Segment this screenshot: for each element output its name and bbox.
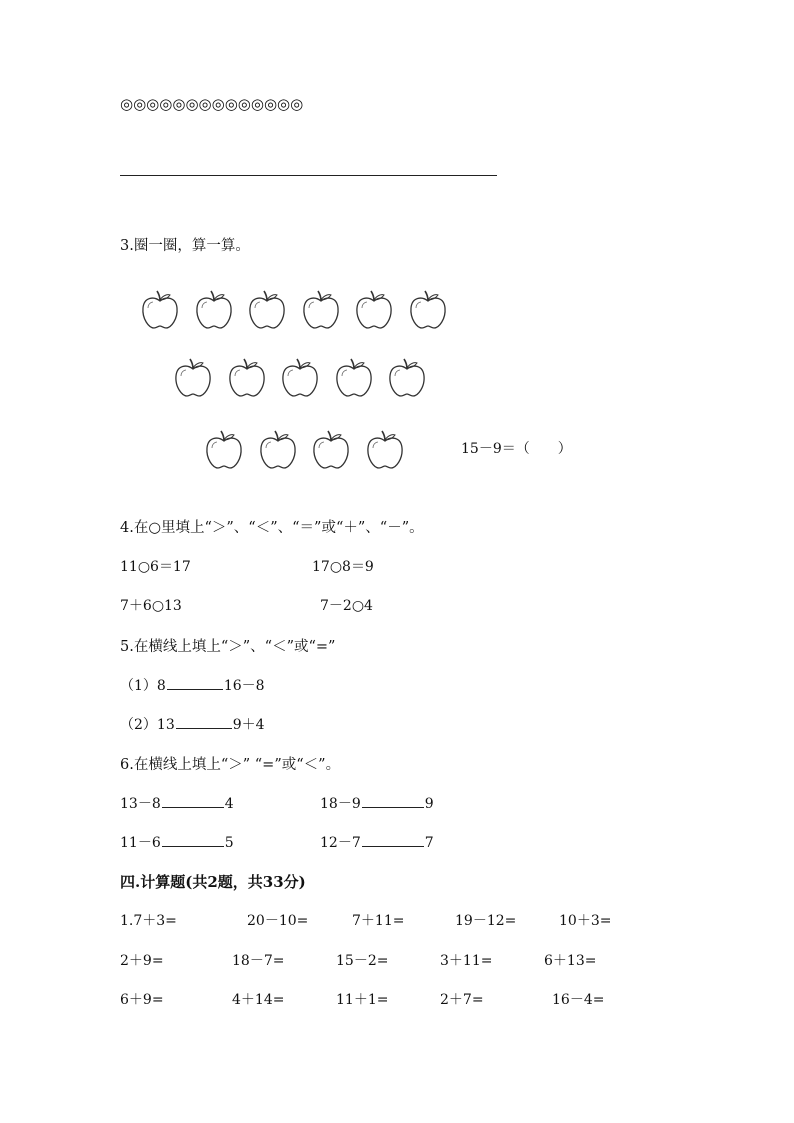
q6-item-1	[120, 793, 234, 813]
apple-icon	[194, 288, 234, 332]
q6-item-2-left: 18－9	[320, 796, 361, 812]
q5-item-1-blank[interactable]	[167, 675, 223, 690]
calc-r3-c4: 2＋7=	[440, 992, 484, 1008]
calc-r2-c4: 3＋11=	[440, 953, 493, 969]
q4-title: 4.在○里填上“＞”、“＜”、“＝”或“＋”、“－”。	[120, 520, 424, 536]
answer-line[interactable]	[120, 175, 497, 176]
calc-r2-c3: 15－2=	[336, 953, 389, 969]
calc-r1-c5: 10＋3=	[559, 913, 612, 929]
apple-icon	[173, 356, 213, 400]
apple-icon	[387, 356, 427, 400]
section4-title: 四.计算题(共2题，共33分)	[120, 873, 306, 891]
apple-icon	[354, 288, 394, 332]
apple-icon	[365, 428, 405, 472]
calc-r1-c2: 20－10=	[247, 913, 309, 929]
q6-item-3	[120, 832, 234, 852]
q6-item-4	[320, 832, 434, 852]
apple-icon	[334, 356, 374, 400]
q6-item-1-left: 13－8	[120, 796, 161, 812]
q6-item-4-left: 12－7	[320, 835, 361, 851]
q6-item-2	[320, 793, 434, 813]
calc-r2-c1: 2＋9=	[120, 953, 164, 969]
calc-r3-c1: 6＋9=	[120, 992, 164, 1008]
calc-r3-c2: 4＋14=	[232, 992, 285, 1008]
q6-item-3-left: 11－6	[120, 835, 161, 851]
apple-icon	[204, 428, 244, 472]
apple-icon	[258, 428, 298, 472]
circle-row: ◎◎◎◎◎◎◎◎◎◎◎◎◎◎	[120, 95, 304, 113]
q3-title: 3.圈一圈，算一算。	[120, 238, 250, 254]
apple-icon	[247, 288, 287, 332]
q5-item-1-left: （1）8	[120, 678, 166, 694]
q6-item-1-right: 4	[224, 796, 234, 812]
q6-item-4-blank[interactable]	[362, 832, 424, 847]
apple-icon	[311, 428, 351, 472]
q6-title: 6.在横线上填上“＞” “=”或“＜”。	[120, 757, 341, 773]
q5-item-1	[120, 675, 265, 695]
calc-r1-c4: 19－12=	[455, 913, 517, 929]
apple-icon	[227, 356, 267, 400]
q5-item-2-right: 9＋4	[232, 717, 265, 733]
calc-r2-c2: 18－7=	[232, 953, 285, 969]
q6-item-2-right: 9	[424, 796, 434, 812]
q6-item-4-right: 7	[424, 835, 434, 851]
q6-item-3-right: 5	[224, 835, 234, 851]
q6-item-2-blank[interactable]	[362, 793, 424, 808]
q5-item-2	[120, 714, 265, 734]
apple-icon	[140, 288, 180, 332]
apple-icon	[280, 356, 320, 400]
q5-item-2-blank[interactable]	[176, 714, 232, 729]
calc-r1-c1: 1.7＋3=	[120, 913, 177, 929]
q4-item-4: 7－2○4	[320, 598, 373, 614]
calc-r2-c5: 6＋13=	[544, 953, 597, 969]
q5-title: 5.在横线上填上“＞”、“＜”或“=”	[120, 639, 336, 655]
apple-icon	[301, 288, 341, 332]
q5-item-2-left: （2）13	[120, 717, 175, 733]
q4-item-1: 11○6＝17	[120, 559, 191, 575]
calc-r3-c5: 16－4=	[552, 992, 605, 1008]
q3-equation: 15－9＝（ ）	[461, 441, 572, 457]
calc-r1-c3: 7＋11=	[352, 913, 405, 929]
q6-item-1-blank[interactable]	[162, 793, 224, 808]
q4-item-2: 17○8＝9	[312, 559, 374, 575]
q5-item-1-right: 16－8	[223, 678, 265, 694]
q6-item-3-blank[interactable]	[162, 832, 224, 847]
apple-icon	[408, 288, 448, 332]
q4-item-3: 7＋6○13	[120, 598, 182, 614]
calc-r3-c3: 11＋1=	[336, 992, 389, 1008]
